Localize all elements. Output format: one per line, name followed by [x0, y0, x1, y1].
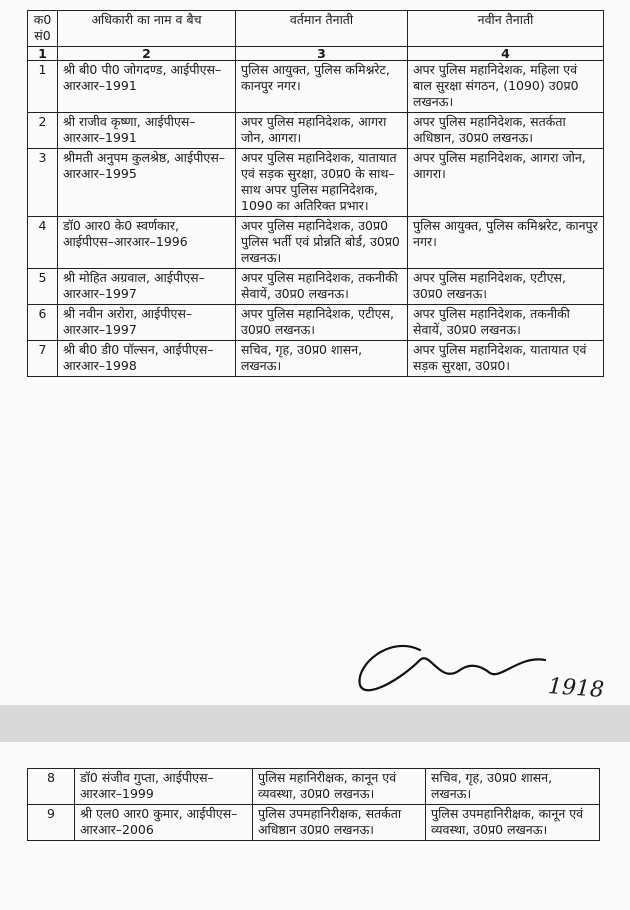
officer-name: श्री राजीव कृष्णा, आईपीएस–आरआर–1991	[58, 113, 236, 149]
row-sno: 6	[28, 305, 58, 341]
officer-name: डॉ0 संजीव गुप्ता, आईपीएस–आरआर–1999	[75, 769, 253, 805]
officer-name: श्रीमती अनुपम कुलश्रेष्ठ, आईपीएस–आरआर–1995	[58, 149, 236, 217]
table-row	[28, 769, 600, 805]
officer-name: डॉ0 आर0 के0 स्वर्णकार, आईपीएस–आरआर–1996	[58, 217, 236, 269]
new-posting: अपर पुलिस महानिदेशक, आगरा जोन, आगरा।	[408, 149, 604, 217]
officer-name: श्री मोहित अग्रवाल, आईपीएस–आरआर–1997	[58, 269, 236, 305]
table-row	[28, 149, 604, 217]
current-posting: अपर पुलिस महानिदेशक, उ0प्र0 पुलिस भर्ती एवं प्रोन्नति बोर्ड, उ0प्र0 लखनऊ।	[236, 217, 408, 269]
header-sno: क0 सं0	[28, 11, 58, 47]
table-row	[28, 341, 604, 377]
current-posting: अपर पुलिस महानिदेशक, यातायात एवं सड़क सुरक्षा, उ0प्र0 के साथ–साथ अपर पुलिस महानिदेशक, 1090 का अतिरिक्त प्रभार।	[236, 149, 408, 217]
header-new-posting: नवीन तैनाती	[408, 11, 604, 47]
column-number: 2	[58, 47, 236, 61]
signature-date: 1918	[547, 674, 605, 703]
officer-name: श्री बी0 डी0 पॉल्सन, आईपीएस–आरआर–1998	[58, 341, 236, 377]
header-current-posting: वर्तमान तैनाती	[236, 11, 408, 47]
new-posting: अपर पुलिस महानिदेशक, तकनीकी सेवायें, उ0प्र0 लखनऊ।	[408, 305, 604, 341]
table-row	[28, 61, 604, 113]
current-posting: पुलिस आयुक्त, पुलिस कमिश्नरेट, कानपुर नगर।	[236, 61, 408, 113]
current-posting: अपर पुलिस महानिदेशक, एटीएस, उ0प्र0 लखनऊ।	[236, 305, 408, 341]
current-posting: अपर पुलिस महानिदेशक, तकनीकी सेवायें, उ0प्र0 लखनऊ।	[236, 269, 408, 305]
row-sno: 7	[28, 341, 58, 377]
row-sno: 8	[28, 769, 75, 805]
column-number: 1	[28, 47, 58, 61]
new-posting: अपर पुलिस महानिदेशक, यातायात एवं सड़क सुरक्षा, उ0प्र0।	[408, 341, 604, 377]
header-officer-name: अधिकारी का नाम व बैच	[58, 11, 236, 47]
current-posting: पुलिस उपमहानिरीक्षक, सतर्कता अधिष्ठान उ0प्र0 लखनऊ।	[253, 805, 426, 841]
new-posting: अपर पुलिस महानिदेशक, सतर्कता अधिष्ठान, उ0प्र0 लखनऊ।	[408, 113, 604, 149]
current-posting: अपर पुलिस महानिदेशक, आगरा जोन, आगरा।	[236, 113, 408, 149]
officer-name: श्री एल0 आर0 कुमार, आईपीएस–आरआर–2006	[75, 805, 253, 841]
row-sno: 5	[28, 269, 58, 305]
officer-name: श्री नवीन अरोरा, आईपीएस–आरआर–1997	[58, 305, 236, 341]
current-posting: सचिव, गृह, उ0प्र0 शासन, लखनऊ।	[236, 341, 408, 377]
column-number: 4	[408, 47, 604, 61]
row-sno: 1	[28, 61, 58, 113]
officer-name: श्री बी0 पी0 जोगदण्ड, आईपीएस–आरआर–1991	[58, 61, 236, 113]
table-row	[28, 269, 604, 305]
row-sno: 4	[28, 217, 58, 269]
transfer-table-continued	[27, 768, 600, 841]
new-posting: पुलिस उपमहानिरीक्षक, कानून एवं व्यवस्था, उ0प्र0 लखनऊ।	[426, 805, 600, 841]
table-row	[28, 113, 604, 149]
table-row	[28, 805, 600, 841]
table-row	[28, 305, 604, 341]
row-sno: 2	[28, 113, 58, 149]
signature	[350, 625, 550, 705]
transfer-table	[27, 10, 604, 377]
current-posting: पुलिस महानिरीक्षक, कानून एवं व्यवस्था, उ0प्र0 लखनऊ।	[253, 769, 426, 805]
new-posting: अपर पुलिस महानिदेशक, महिला एवं बाल सुरक्षा संगठन, (1090) उ0प्र0 लखनऊ।	[408, 61, 604, 113]
table-header-row	[28, 11, 604, 47]
new-posting: पुलिस आयुक्त, पुलिस कमिश्नरेट, कानपुर नगर।	[408, 217, 604, 269]
new-posting: सचिव, गृह, उ0प्र0 शासन, लखनऊ।	[426, 769, 600, 805]
column-number-row	[28, 47, 604, 61]
new-posting: अपर पुलिस महानिदेशक, एटीएस, उ0प्र0 लखनऊ।	[408, 269, 604, 305]
column-number: 3	[236, 47, 408, 61]
table-row	[28, 217, 604, 269]
row-sno: 9	[28, 805, 75, 841]
row-sno: 3	[28, 149, 58, 217]
